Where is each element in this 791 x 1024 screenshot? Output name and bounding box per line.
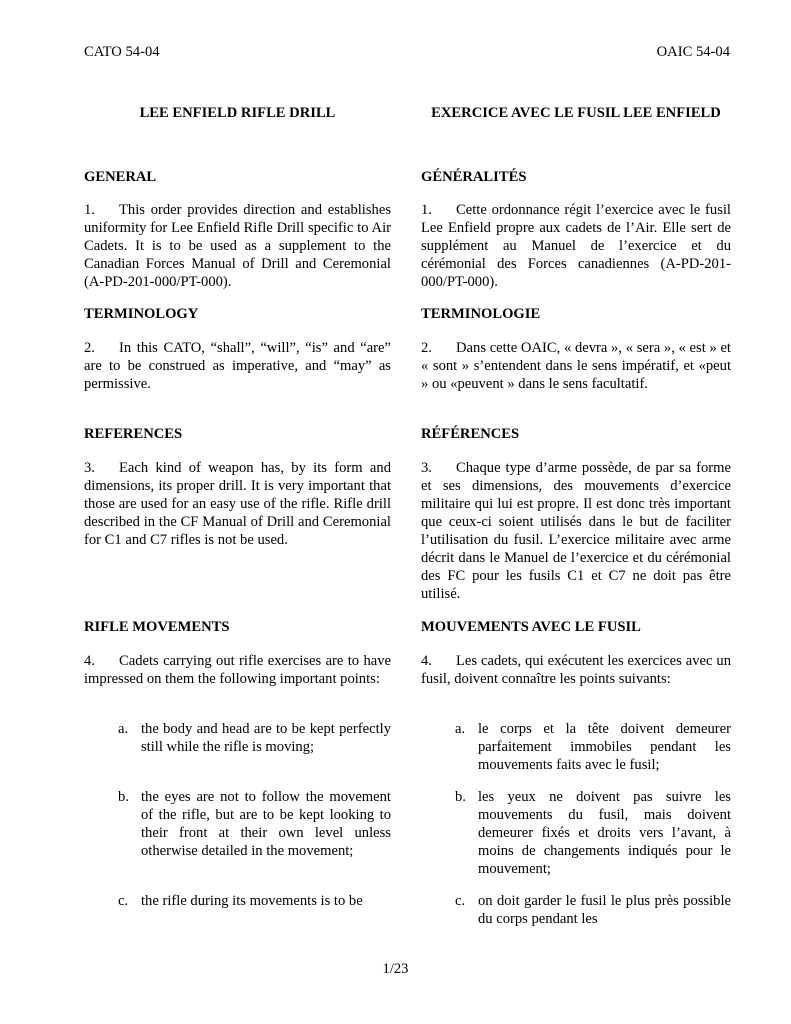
list-item-label: c. <box>118 893 129 909</box>
list-item-b-fr <box>421 788 731 878</box>
paragraph-2-fr <box>421 339 731 393</box>
list-item-label: b. <box>118 789 129 805</box>
paragraph-number: 2. <box>84 340 95 356</box>
paragraph-text: Cette ordonnance régit l’exercice avec le fusil Lee Enfield propre aux cadets de l’Air. Elle sert de supplément au Manuel de l’exercice et du cérémonial des Forces canadiennes (A-PD-201-000/PT-000). <box>421 202 731 290</box>
section-heading-references-en: REFERENCES <box>84 426 183 442</box>
paragraph-text: Each kind of weapon has, by its form and dimensions, its proper drill. It is very important that those are used for an easy use of the rifle. Rifle drill described in the CF Manual of Drill and Ceremonial for C1 and C7 rifles is not be used. <box>84 460 391 548</box>
section-heading-terminology-fr: TERMINOLOGIE <box>421 306 541 322</box>
list-item-label: a. <box>455 721 466 737</box>
paragraph-number: 3. <box>421 460 432 476</box>
paragraph-1-en <box>84 201 391 291</box>
list-item-b-en <box>84 788 391 860</box>
section-heading-terminology-en: TERMINOLOGY <box>84 306 199 322</box>
document-code-en: CATO 54-04 <box>84 44 160 60</box>
paragraph-number: 1. <box>84 202 95 218</box>
paragraph-number: 2. <box>421 340 432 356</box>
list-item-c-fr <box>421 892 731 928</box>
paragraph-4-fr <box>421 652 731 688</box>
section-heading-movements-en: RIFLE MOVEMENTS <box>84 619 230 635</box>
list-item-text: les yeux ne doivent pas suivre les mouvements du fusil, mais doivent demeurer fixés et droits vers l’avant, à moins de changements indiqués pour le mouvement; <box>478 789 731 877</box>
paragraph-3-fr <box>421 459 731 603</box>
list-item-a-fr <box>421 720 731 774</box>
page-title-en: LEE ENFIELD RIFLE DRILL <box>139 105 336 121</box>
paragraph-number: 3. <box>84 460 95 476</box>
list-item-a-en <box>84 720 391 756</box>
section-heading-general-en: GENERAL <box>84 169 157 185</box>
list-item-label: a. <box>118 721 129 737</box>
paragraph-text: Chaque type d’arme possède, de par sa forme et ses dimensions, des mouvements d’exercice militaire qui lui est propre. Il est donc très important que ceux-ci soient utilisés dans le but de faciliter l’utilisation du fusil. L’exercice militaire avec arme décrit dans le Manuel de l’exercice et du cérémonial des FC pour les fusils C1 et C7 ne doit pas être utilisé. <box>421 460 731 602</box>
paragraph-text: In this CATO, “shall”, “will”, “is” and “are” are to be construed as imperative, and “may” as permissive. <box>84 340 391 392</box>
paragraph-text: Cadets carrying out rifle exercises are to have impressed on them the following important points: <box>84 653 391 687</box>
list-item-text: the eyes are not to follow the movement of the rifle, but are to be kept looking to their front at their own level unless otherwise detailed in the movement; <box>141 789 391 859</box>
document-code-fr: OAIC 54-04 <box>656 44 730 60</box>
page-title-fr: EXERCICE AVEC LE FUSIL LEE ENFIELD <box>431 105 721 121</box>
paragraph-text: Dans cette OAIC, « devra », « sera », « est » et « sont » s’entendent dans le sens impératif, et «peut » ou «peuvent » dans le sens facultatif. <box>421 340 731 392</box>
paragraph-number: 1. <box>421 202 432 218</box>
paragraph-number: 4. <box>84 653 95 669</box>
section-heading-general-fr: GÉNÉRALITÉS <box>421 169 527 185</box>
section-heading-movements-fr: MOUVEMENTS AVEC LE FUSIL <box>421 619 641 635</box>
list-item-c-en <box>84 892 391 910</box>
list-item-text: the rifle during its movements is to be <box>141 893 363 909</box>
list-item-text: le corps et la tête doivent demeurer parfaitement immobiles pendant les mouvements faits avec le fusil; <box>478 721 731 773</box>
paragraph-text: Les cadets, qui exécutent les exercices avec un fusil, doivent connaître les points suivants: <box>421 653 731 687</box>
section-heading-references-fr: RÉFÉRENCES <box>421 426 520 442</box>
paragraph-2-en <box>84 339 391 393</box>
paragraph-text: This order provides direction and establishes uniformity for Lee Enfield Rifle Drill specific to Air Cadets. It is to be used as a supplement to the Canadian Forces Manual of Drill and Ceremonial (A-PD-201-000/PT-000). <box>84 202 391 290</box>
paragraph-1-fr <box>421 201 731 291</box>
list-item-text: on doit garder le fusil le plus près possible du corps pendant les <box>478 893 731 927</box>
list-item-text: the body and head are to be kept perfectly still while the rifle is moving; <box>141 721 391 755</box>
paragraph-4-en <box>84 652 391 688</box>
list-item-label: b. <box>455 789 466 805</box>
paragraph-number: 4. <box>421 653 432 669</box>
page-number: 1/23 <box>382 961 409 977</box>
list-item-label: c. <box>455 893 466 909</box>
paragraph-3-en <box>84 459 391 549</box>
